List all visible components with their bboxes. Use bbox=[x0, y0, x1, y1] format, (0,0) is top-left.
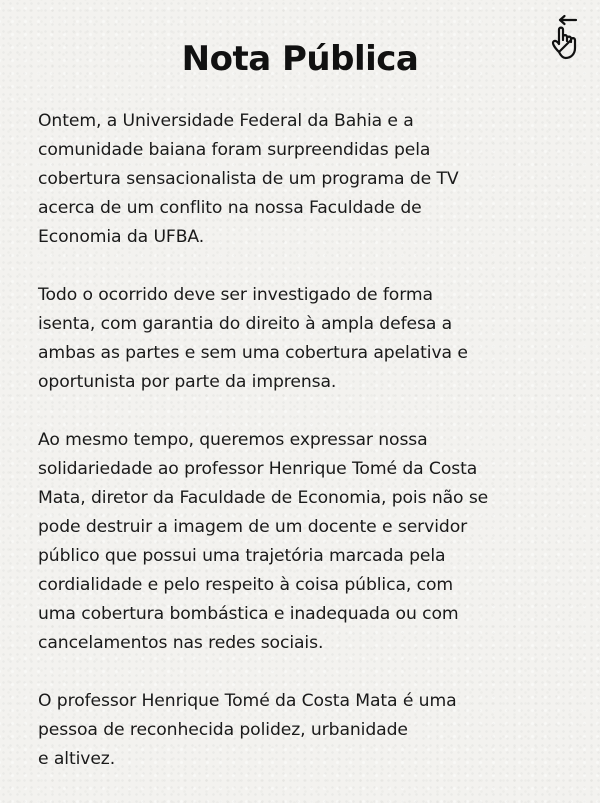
text-line: cordialidade e pelo respeito à coisa pública, com bbox=[38, 575, 454, 595]
text-line: solidariedade ao professor Henrique Tomé da Costa bbox=[38, 459, 478, 479]
text-line: Todo o ocorrido deve ser investigado de forma bbox=[38, 285, 433, 305]
text-line: oportunista por parte da imprensa. bbox=[38, 372, 337, 392]
paragraph-3 bbox=[38, 426, 574, 658]
paragraph-4 bbox=[38, 687, 574, 774]
text-line: O professor Henrique Tomé da Costa Mata é uma bbox=[38, 691, 457, 711]
statement-body bbox=[38, 107, 574, 803]
paragraph-1 bbox=[38, 107, 574, 252]
text-line: uma cobertura bombástica e inadequada ou com bbox=[38, 604, 459, 624]
text-line: comunidade baiana foram surpreendidas pela bbox=[38, 140, 431, 160]
text-line: pessoa de reconhecida polidez, urbanidade bbox=[38, 720, 408, 740]
text-line: pode destruir a imagem de um docente e servidor bbox=[38, 517, 468, 537]
text-line: e altivez. bbox=[38, 749, 116, 769]
text-line: cobertura sensacionalista de um programa de TV bbox=[38, 169, 459, 189]
paragraph-2 bbox=[38, 281, 574, 397]
text-line: isenta, com garantia do direito à ampla defesa a bbox=[38, 314, 453, 334]
text-line: Economia da UFBA. bbox=[38, 227, 205, 247]
text-line: cancelamentos nas redes sociais. bbox=[38, 633, 324, 653]
text-line: público que possui uma trajetória marcada pela bbox=[38, 546, 446, 566]
text-line: ambas as partes e sem uma cobertura apelativa e bbox=[38, 343, 468, 363]
page-title: Nota Pública bbox=[181, 39, 419, 79]
text-line: acerca de um conflito na nossa Faculdade de bbox=[38, 198, 422, 218]
text-line: Ontem, a Universidade Federal da Bahia e a bbox=[38, 111, 414, 131]
text-line: Mata, diretor da Faculdade de Economia, pois não se bbox=[38, 488, 489, 508]
text-line: Ao mesmo tempo, queremos expressar nossa bbox=[38, 430, 428, 450]
